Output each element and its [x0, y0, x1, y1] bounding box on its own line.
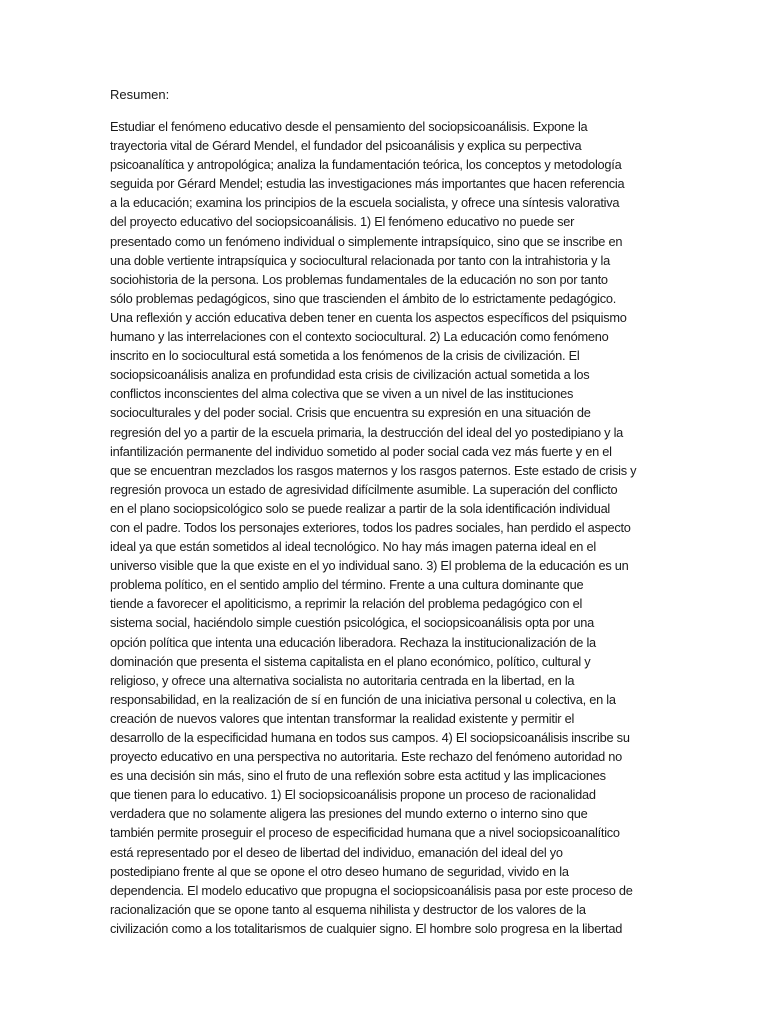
text-line: sólo problemas pedagógicos, sino que trascienden el ámbito de lo estrictamente pedagógico.	[110, 290, 617, 306]
text-line: infantilización permanente del individuo sometido al poder social cada vez más fuerte y en el	[110, 443, 612, 459]
text-line: dependencia. El modelo educativo que propugna el sociopsicoanálisis pasa por este proceso de	[110, 882, 633, 898]
text-line: es una decisión sin más, sino el fruto de una reflexión sobre esta actitud y las implicaciones	[110, 768, 606, 784]
text-line: regresión provoca un estado de agresividad difícilmente asumible. La superación del conflicto	[110, 481, 618, 497]
text-line: que tienen para lo educativo. 1) El sociopsicoanálisis propone un proceso de racionalidad	[110, 787, 596, 803]
text-line: problema político, en el sentido amplio del término. Frente a una cultura dominante que	[110, 577, 584, 593]
text-line: está representado por el deseo de libertad del individuo, emanación del ideal del yo	[110, 844, 563, 860]
text-line: una doble vertiente intrapsíquica y sociocultural relacionada por tanto con la intrahistoria y la	[110, 252, 611, 268]
text-line: dominación que presenta el sistema capitalista en el plano económico, político, cultural y	[110, 653, 591, 669]
text-line: presentado como un fenómeno individual o simplemente intrapsíquico, sino que se inscribe en	[110, 233, 623, 249]
text-line: inscrito en lo sociocultural está sometida a los fenómenos de la crisis de civilización. El	[110, 348, 580, 364]
text-line: desarrollo de la especificidad humana en todos sus campos. 4) El sociopsicoanálisis inscribe su	[110, 730, 630, 745]
text-line: universo visible que la que existe en el yo individual sano. 3) El problema de la educación es un	[110, 558, 629, 574]
page-heading: Resumen:	[110, 87, 170, 102]
text-line: humano y las interrelaciones con el contexto sociocultural. 2) La educación como fenómeno	[110, 329, 609, 345]
text-line: postedipiano frente al que se opone el otro deseo humano de seguridad, vivido en la	[110, 863, 569, 879]
text-line: que se encuentran mezclados los rasgos maternos y los rasgos paternos. Este estado de crisis y	[110, 462, 637, 478]
text-line: ideal ya que están sometidos al ideal tecnológico. No hay más imagen paterna ideal en el	[110, 539, 596, 555]
text-line: a la educación; examina los principios de la escuela socialista, y ofrece una síntesis valorativa	[110, 195, 620, 211]
text-line: conflictos inconscientes del alma colectiva que se viven a un nivel de las instituciones	[110, 386, 574, 402]
text-line: tiende a favorecer el apoliticismo, a reprimir la relación del problema pedagógico con el	[110, 596, 583, 612]
text-line: regresión del yo a partir de la escuela primaria, la destrucción del ideal del yo postedipiano y la	[110, 424, 624, 440]
text-line: Estudiar el fenómeno educativo desde el pensamiento del sociopsicoanálisis. Expone la	[110, 119, 588, 134]
text-line: responsabilidad, en la realización de sí en función de una iniciativa personal u colectiva, en la	[110, 691, 616, 707]
text-line: socioculturales y del poder social. Crisis que encuentra su expresión en una situación de	[110, 405, 591, 421]
text-line: proyecto educativo en una perspectiva no autoritaria. Este rechazo del fenómeno autoridad no	[110, 749, 622, 765]
text-line: verdadera que no solamente aligera las presiones del mundo externo o interno sino que	[110, 806, 588, 822]
text-line: sociohistoria de la persona. Los problemas fundamentales de la educación no son por tanto	[110, 271, 608, 287]
text-line: psicoanalítica y antropológica; analiza la fundamentación teórica, los conceptos y metodología	[110, 157, 622, 173]
text-line: trayectoria vital de Gérard Mendel, el fundador del psicoanálisis y explica su perpectiva	[110, 138, 582, 154]
text-line: en el plano sociopsicológico solo se puede realizar a partir de la sola identificación individual	[110, 500, 611, 516]
text-line: seguida por Gérard Mendel; estudia las investigaciones más importantes que hacen referencia	[110, 176, 625, 192]
text-line: sociopsicoanálisis analiza en profundidad esta crisis de civilización actual sometida a los	[110, 367, 590, 383]
text-line: racionalización que se opone tanto al esquema nihilista y destructor de los valores de la	[110, 901, 586, 917]
body-paragraph	[110, 117, 670, 938]
text-line: opción política que intenta una educación liberadora. Rechaza la institucionalización de la	[110, 634, 596, 650]
text-line: sistema social, haciéndolo simple cuestión psicológica, el sociopsicoanálisis opta por una	[110, 615, 594, 631]
text-line: Una reflexión y acción educativa deben tener en cuenta los aspectos específicos del psiquismo	[110, 309, 627, 325]
text-line: civilización como a los totalitarismos de cualquier signo. El hombre solo progresa en la libertad	[110, 920, 623, 936]
text-line: del proyecto educativo del sociopsicoanálisis. 1) El fenómeno educativo no puede ser	[110, 214, 575, 230]
text-line: con el padre. Todos los personajes exteriores, todos los padres sociales, han perdido el aspecto	[110, 519, 631, 535]
text-line: también permite proseguir el proceso de especificidad humana que a nivel sociopsicoanalítico	[110, 825, 620, 841]
text-line: creación de nuevos valores que intentan transformar la realidad existente y permitir el	[110, 710, 575, 726]
text-line: religioso, y ofrece una alternativa socialista no autoritaria centrada en la libertad, en la	[110, 672, 575, 688]
